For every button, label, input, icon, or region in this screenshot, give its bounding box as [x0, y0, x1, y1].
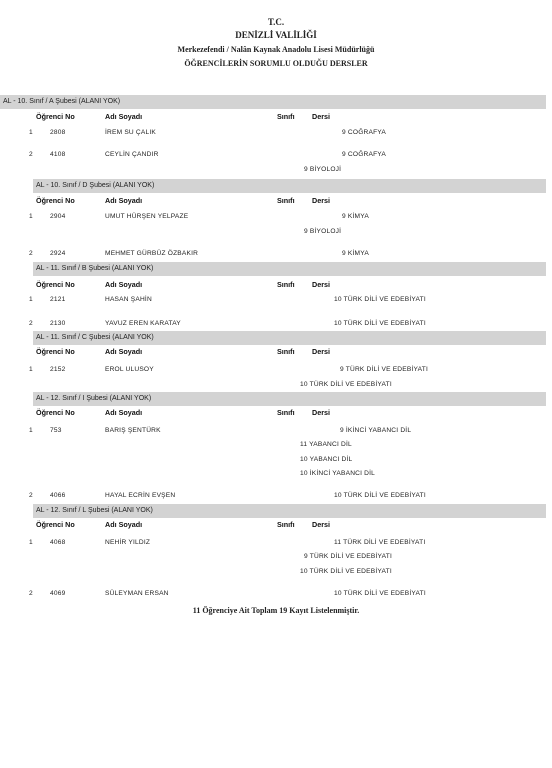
course-entry: 9 İKİNCİ YABANCI DİL — [340, 427, 412, 434]
column-header-no: Öğrenci No — [36, 520, 75, 529]
student-number: 2904 — [50, 213, 66, 220]
student-index: 1 — [29, 539, 33, 546]
student-index: 1 — [29, 296, 33, 303]
column-header-grade: Sınıfı — [277, 280, 295, 289]
column-header-course: Dersi — [312, 520, 330, 529]
header-school: Merkezefendi / Nalân Kaynak Anadolu Lisesi Müdürlüğü — [177, 45, 375, 54]
student-name: HAYAL ECRİN EVŞEN — [105, 492, 176, 499]
section-header-band: AL - 11. Sınıf / B Şubesi (ALANI YOK) — [33, 262, 546, 276]
student-name: HASAN ŞAHİN — [105, 296, 152, 303]
section-header-band: AL - 12. Sınıf / I Şubesi (ALANI YOK) — [33, 392, 546, 406]
column-header-name: Adı Soyadı — [105, 112, 143, 121]
student-index: 2 — [29, 320, 33, 327]
column-header-grade: Sınıfı — [277, 347, 295, 356]
column-header-course: Dersi — [312, 408, 330, 417]
section-header-band: AL - 12. Sınıf / L Şubesi (ALANI YOK) — [33, 504, 546, 518]
column-header-course: Dersi — [312, 280, 330, 289]
student-number: 2808 — [50, 129, 66, 136]
course-entry: 10 TÜRK DİLİ VE EDEBİYATI — [334, 492, 426, 499]
column-header-grade: Sınıfı — [277, 112, 295, 121]
student-number: 4066 — [50, 492, 66, 499]
student-number: 2924 — [50, 250, 66, 257]
course-entry: 10 YABANCI DİL — [300, 456, 353, 463]
student-index: 2 — [29, 590, 33, 597]
column-header-no: Öğrenci No — [36, 280, 75, 289]
column-header-name: Adı Soyadı — [105, 280, 143, 289]
student-index: 1 — [29, 213, 33, 220]
student-index: 1 — [29, 427, 33, 434]
header-tc: T.C. — [267, 17, 285, 27]
column-header-name: Adı Soyadı — [105, 408, 143, 417]
student-number: 2152 — [50, 366, 66, 373]
course-entry: 9 COĞRAFYA — [342, 151, 387, 158]
column-header-no: Öğrenci No — [36, 112, 75, 121]
column-header-no: Öğrenci No — [36, 408, 75, 417]
student-name: İREM SU ÇALIK — [105, 129, 156, 136]
column-header-name: Adı Soyadı — [105, 347, 143, 356]
course-entry: 10 TÜRK DİLİ VE EDEBİYATI — [300, 568, 392, 575]
course-entry: 9 TÜRK DİLİ VE EDEBİYATI — [340, 366, 428, 373]
student-name: BARIŞ ŞENTÜRK — [105, 427, 161, 434]
section-header-band: AL - 10. Sınıf / A Şubesi (ALANI YOK) — [0, 95, 546, 109]
column-header-grade: Sınıfı — [277, 520, 295, 529]
record-summary: 11 Öğrenciye Ait Toplam 19 Kayıt Listelenmiştir. — [192, 606, 360, 615]
student-name: SÜLEYMAN ERSAN — [105, 590, 169, 597]
student-number: 2121 — [50, 296, 66, 303]
student-number: 4108 — [50, 151, 66, 158]
student-name: UMUT HÜRŞEN YELPAZE — [105, 213, 189, 220]
course-entry: 10 TÜRK DİLİ VE EDEBİYATI — [334, 296, 426, 303]
student-name: CEYLİN ÇANDIR — [105, 151, 159, 158]
course-entry: 9 TÜRK DİLİ VE EDEBİYATI — [304, 553, 392, 560]
column-header-name: Adı Soyadı — [105, 196, 143, 205]
course-entry: 10 TÜRK DİLİ VE EDEBİYATI — [300, 381, 392, 388]
student-number: 2130 — [50, 320, 66, 327]
course-entry: 11 YABANCI DİL — [300, 441, 352, 448]
column-header-grade: Sınıfı — [277, 408, 295, 417]
student-index: 2 — [29, 492, 33, 499]
course-entry: 10 TÜRK DİLİ VE EDEBİYATI — [334, 320, 426, 327]
column-header-course: Dersi — [312, 196, 330, 205]
column-header-name: Adı Soyadı — [105, 520, 143, 529]
student-name: NEHİR YILDIZ — [105, 539, 151, 546]
student-index: 2 — [29, 151, 33, 158]
document-title: ÖĞRENCİLERİN SORUMLU OLDUĞU DERSLER — [184, 59, 368, 68]
student-index: 1 — [29, 366, 33, 373]
student-number: 753 — [50, 427, 62, 434]
student-name: MEHMET GÜRBÜZ ÖZBAKIR — [105, 250, 199, 257]
column-header-course: Dersi — [312, 347, 330, 356]
header-governorship: DENİZLİ VALİLİĞİ — [235, 30, 317, 40]
course-entry: 9 COĞRAFYA — [342, 129, 387, 136]
column-header-no: Öğrenci No — [36, 347, 75, 356]
column-header-no: Öğrenci No — [36, 196, 75, 205]
course-entry: 9 KİMYA — [342, 213, 369, 220]
course-entry: 9 BİYOLOJİ — [304, 166, 342, 173]
course-entry: 10 İKİNCİ YABANCI DİL — [300, 470, 376, 477]
course-entry: 10 TÜRK DİLİ VE EDEBİYATI — [334, 590, 426, 597]
column-header-course: Dersi — [312, 112, 330, 121]
column-header-grade: Sınıfı — [277, 196, 295, 205]
course-entry: 11 TÜRK DİLİ VE EDEBİYATI — [334, 539, 426, 546]
student-name: YAVUZ EREN KARATAY — [105, 320, 181, 327]
section-header-band: AL - 10. Sınıf / D Şubesi (ALANI YOK) — [33, 179, 546, 193]
student-number: 4069 — [50, 590, 66, 597]
student-index: 2 — [29, 250, 33, 257]
section-header-band: AL - 11. Sınıf / C Şubesi (ALANI YOK) — [33, 331, 546, 345]
student-number: 4068 — [50, 539, 66, 546]
student-index: 1 — [29, 129, 33, 136]
course-entry: 9 KİMYA — [342, 250, 369, 257]
student-name: EROL ULUSOY — [105, 366, 154, 373]
course-entry: 9 BİYOLOJİ — [304, 228, 342, 235]
